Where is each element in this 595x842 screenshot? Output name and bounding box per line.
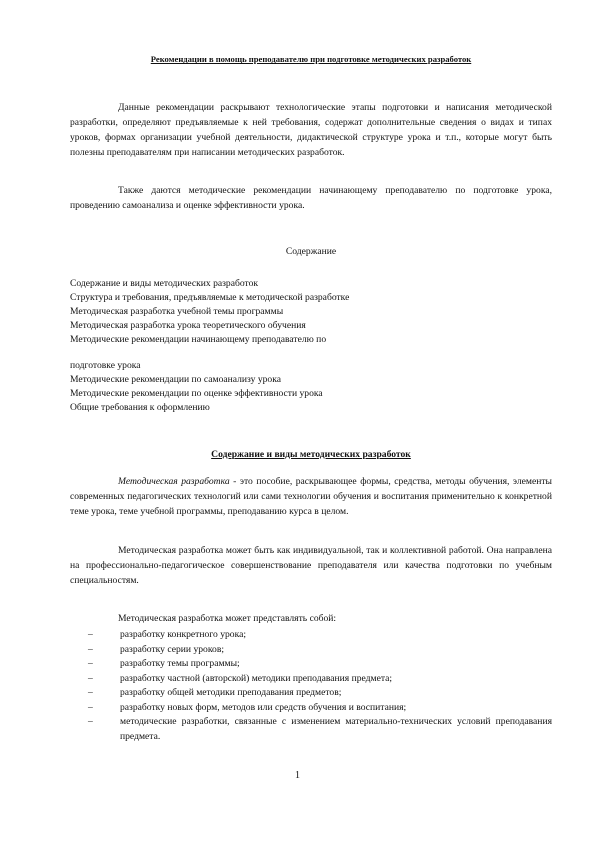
section-heading: Содержание и виды методических разработок [211,449,411,460]
intro-paragraph-2: Также даются методические рекомендации начинающему преподавателю по подготовке урока, проведению самоанализа и оценке эффективности урока. [70,185,552,211]
toc-item[interactable]: Методическая разработка урока теоретического обучения [70,320,306,331]
list-item: – методические разработки, связанные с изменением материально-технических условий преподавания предмета. [88,716,552,742]
section-paragraph-2: Методическая разработка может быть как индивидуальной, так и коллективной работой. Она направлена на профессионально-педагогическое совершенствование преподавателя или качества подготовки по учебным специальностям. [70,545,552,586]
table-of-contents [70,277,552,415]
list-item: – разработку темы программы; [88,657,552,672]
toc-item[interactable]: Содержание и виды методических разработок [70,278,259,289]
list-item: – разработку конкретного урока; [88,628,552,643]
toc-item[interactable]: Методические рекомендации по самоанализу урока [70,374,281,385]
list-item: – разработку частной (авторской) методики преподавания предмета; [88,672,552,687]
list-item: – разработку общей методики преподавания предметов; [88,686,552,701]
types-list [88,628,552,744]
toc-item[interactable]: подготовке урока [70,360,141,371]
dash-bullet: – [88,672,93,684]
toc-item[interactable]: Структура и требования, предъявляемые к методической разработке [70,292,350,303]
definition-text: - это пособие, раскрывающее формы, средства, методы обучения, элементы современных педагогических технологий или сами технологии обучения и воспитания применительно к конкретной теме урока, теме учебной программы, преподаванию курса в целом. [70,476,552,517]
dash-bullet: – [88,716,93,727]
toc-item[interactable]: Методические рекомендации начинающему преподавателю по [70,334,327,345]
list-intro: Методическая разработка может представлять собой: [118,613,337,624]
toc-item[interactable]: Методическая разработка учебной темы программы [70,306,284,317]
term-methodical-development: Методическая разработка [118,476,230,487]
intro-paragraph-1: Данные рекомендации раскрывают технологические этапы подготовки и написания методической разработки, определяют предъявляемые к ней требования, содержат дополнительные сведения о видах и типах уроков, формах организации учебной деятельности, дидактической структуре урока и т.п., которые могут быть полезны преподавателям при написании методических разработок. [70,102,552,158]
dash-bullet: – [88,658,93,669]
document-title: Рекомендации в помощь преподавателю при подготовке методических разработок [150,54,472,64]
page-number: 1 [295,770,300,781]
dash-bullet: – [88,629,93,640]
toc-heading: Содержание [285,246,337,257]
list-item: – разработку новых форм, методов или средств обучения и воспитания; [88,701,552,716]
toc-item[interactable]: Общие требования к оформлению [70,402,210,413]
toc-item[interactable]: Методические рекомендации по оценке эффективности урока [70,388,323,399]
list-item: – разработку серии уроков; [88,643,552,658]
section-paragraph-1 [70,474,552,519]
dash-bullet: – [88,687,93,698]
dash-bullet: – [88,701,93,713]
dash-bullet: – [88,643,93,655]
